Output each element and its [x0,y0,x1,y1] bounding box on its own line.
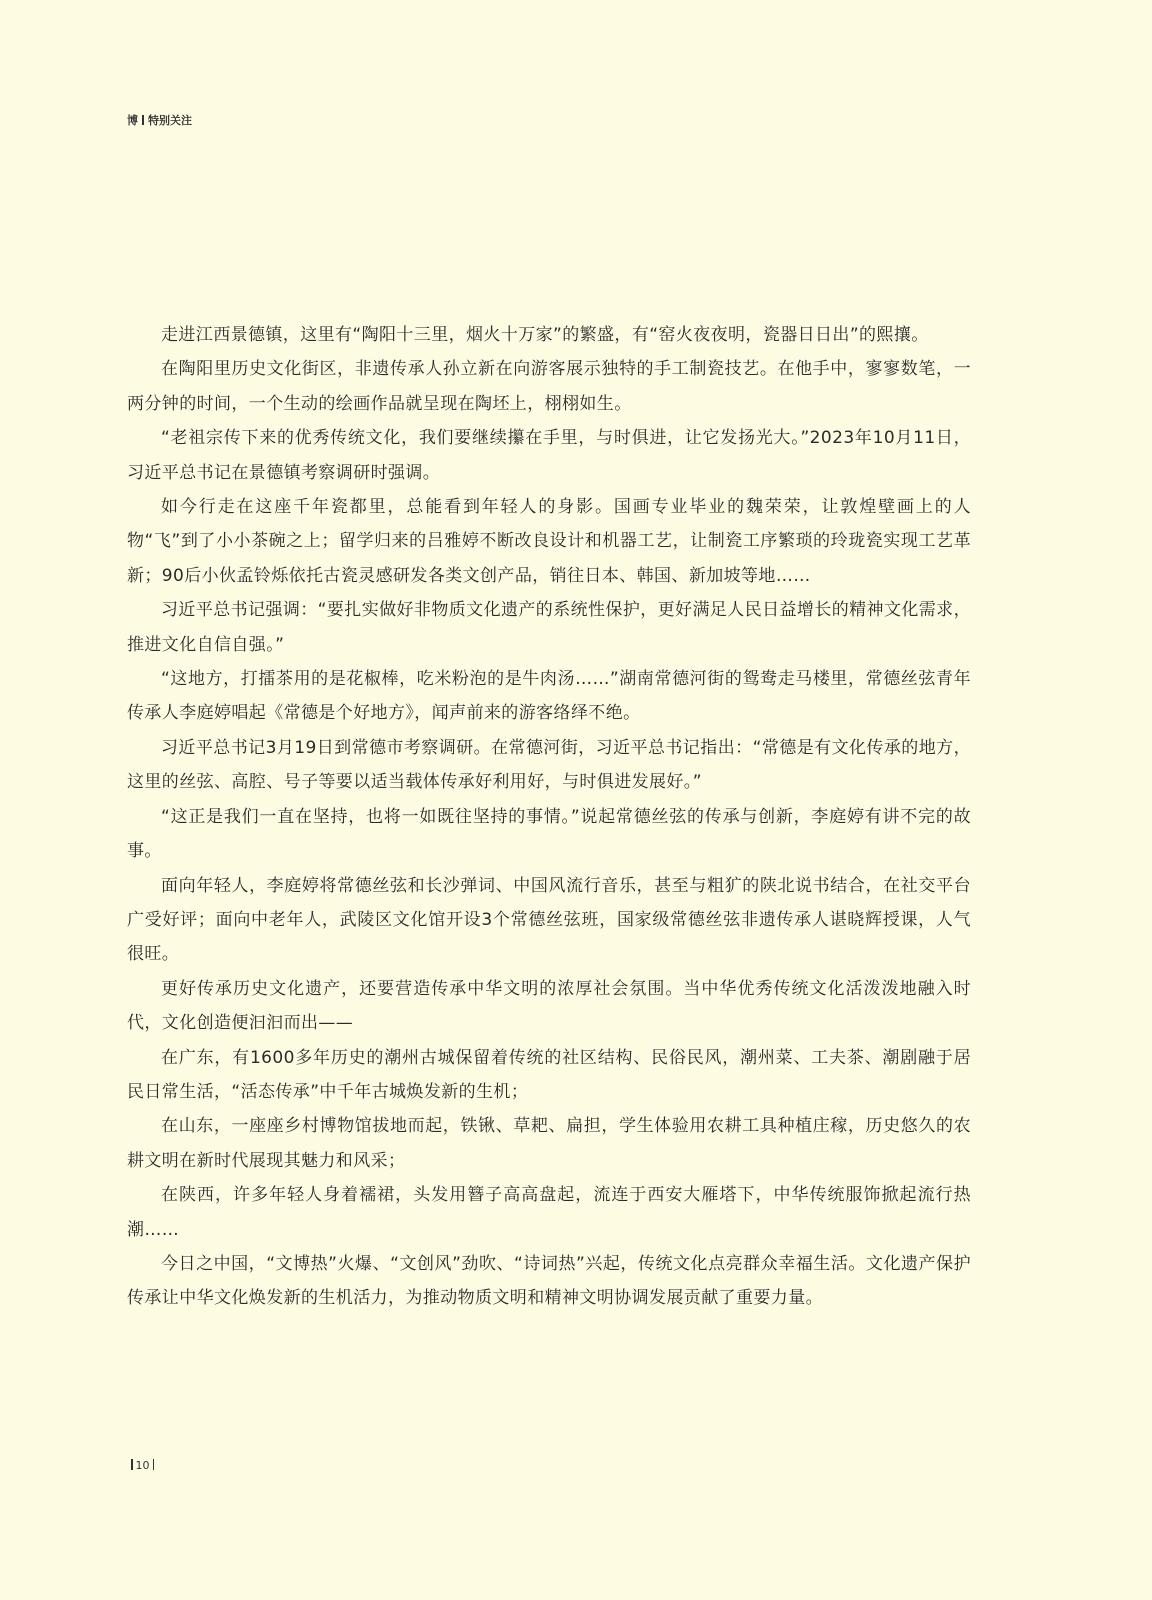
paragraph: 走进江西景德镇，这里有“陶阳十三里，烟火十万家”的繁盛，有“窑火夜夜明，瓷器日日出”的熙攘。 [161,325,929,345]
paragraph: 今日之中国，“文博热”火爆、“文创风”劲吹、“诗词热”兴起，传统文化点亮群众幸福生活。文化遗产保护传承让中华文化焕发新的生机活力，为推动物质文明和精神文明协调发展贡献了重要力量。 [127,1253,971,1309]
header-column-title: 特别关注 [148,114,192,127]
paragraph: 如今行走在这座千年瓷都里，总能看到年轻人的身影。国画专业毕业的魏荣荣，让敦煌壁画上的人物“飞”到了小小茶碗之上；留学归来的吕雅婷不断改良设计和机器工艺，让制瓷工序繁琐的玲珑瓷实现工艺革新；90后小伙孟铃烁依托古瓷灵感研发各类文创产品，销往日本、韩国、新加坡等地…… [127,497,971,586]
paragraph: “这正是我们一直在坚持，也将一如既往坚持的事情。”说起常德丝弦的传承与创新，李庭婷有讲不完的故事。 [127,806,971,862]
page-number-bar-right [153,1459,155,1470]
header-section-label: 博 [127,114,138,127]
paragraph: 习近平总书记3月19日到常德市考察调研。在常德河街，习近平总书记指出：“常德是有文化传承的地方，这里的丝弦、高腔、号子等要以适当载体传承好利用好，与时俱进发展好。” [127,737,971,793]
paragraph: “这地方，打擂茶用的是花椒棒，吃米粉泡的是牛肉汤……”湖南常德河街的鸳鸯走马楼里，常德丝弦青年传承人李庭婷唱起《常德是个好地方》，闻声前来的游客络绎不绝。 [127,669,971,724]
paragraph: 在广东，有1600多年历史的潮州古城保留着传统的社区结构、民俗民风，潮州菜、工夫茶、潮剧融于居民日常生活，“活态传承”中千年古城焕发新的生机； [127,1047,971,1102]
page-footer [128,1459,157,1473]
paragraph: 更好传承历史文化遗产，还要营造传承中华文明的浓厚社会氛围。当中华优秀传统文化活泼泼地融入时代，文化创造便汩汩而出—— [127,978,971,1034]
paragraph: 在陕西，许多年轻人身着襦裙，头发用簪子高高盘起，流连于西安大雁塔下，中华传统服饰掀起流行热潮…… [127,1185,971,1240]
running-header [127,114,192,128]
paragraph: “老祖宗传下来的优秀传统文化，我们要继续攥在手里，与时俱进，让它发扬光大。”2023年10月11日，习近平总书记在景德镇考察调研时强调。 [127,428,971,483]
article-body [127,318,971,1316]
page-number-bar-left [131,1459,133,1470]
paragraph: 在山东，一座座乡村博物馆拔地而起，铁锹、草耙、扁担，学生体验用农耕工具种植庄稼，历史悠久的农耕文明在新时代展现其魅力和风采； [127,1116,971,1171]
paragraph: 在陶阳里历史文化街区，非遗传承人孙立新在向游客展示独特的手工制瓷技艺。在他手中，寥寥数笔，一两分钟的时间，一个生动的绘画作品就呈现在陶坯上，栩栩如生。 [127,359,971,414]
page-number: 10 [135,1459,150,1472]
paragraph: 面向年轻人，李庭婷将常德丝弦和长沙弹词、中国风流行音乐，甚至与粗犷的陕北说书结合，在社交平台广受好评；面向中老年人，武陵区文化馆开设3个常德丝弦班，国家级常德丝弦非遗传承人谌晓辉授课，人气很旺。 [127,875,971,965]
paragraph: 习近平总书记强调：“要扎实做好非物质文化遗产的系统性保护，更好满足人民日益增长的精神文化需求，推进文化自信自强。” [127,600,971,655]
header-separator [142,115,144,125]
